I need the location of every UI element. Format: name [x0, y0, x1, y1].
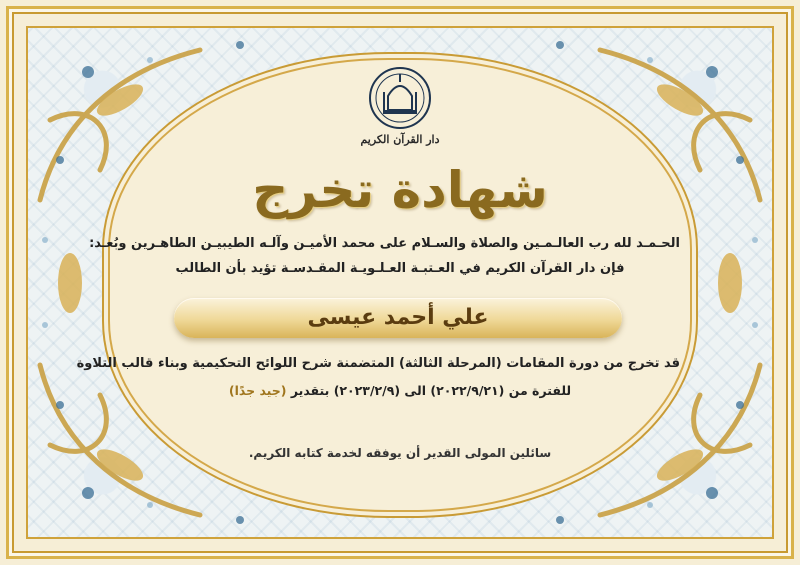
issuer-line: فإن دار القرآن الكريم في العـتبـة العـلـويـة المقـدسـة تؤيد بأن الطالب	[175, 261, 625, 276]
logo-caption: دار القرآن الكريم	[360, 133, 440, 146]
course-line: قد تخرج من دورة المقامات (المرحلة الثالثة) المتضمنة شرح اللوائح التحكيمية وبناء قالب التلاوة	[76, 356, 680, 371]
student-name: علي أحمد عيسى	[307, 305, 489, 330]
period-line	[120, 383, 680, 398]
closing-line: سائلين المولى القدير أن يوفقه لخدمة كتابه الكريم.	[248, 446, 552, 460]
certificate-title: شهادة تخرج	[252, 161, 548, 219]
opening-line: الحـمـد لله رب العالـمـين والصلاة والسـلام على محمد الأميـن وآلـه الطيبيـن الطاهـرين وبُعـد:	[89, 236, 680, 251]
grade-text: (جيد جدًا)	[228, 383, 287, 398]
period-text: للفترة من (٢٠٢٢/٩/٢١) الى (٢٠٢٣/٢/٩) بتقدير	[290, 383, 572, 398]
student-name-banner	[174, 298, 622, 338]
